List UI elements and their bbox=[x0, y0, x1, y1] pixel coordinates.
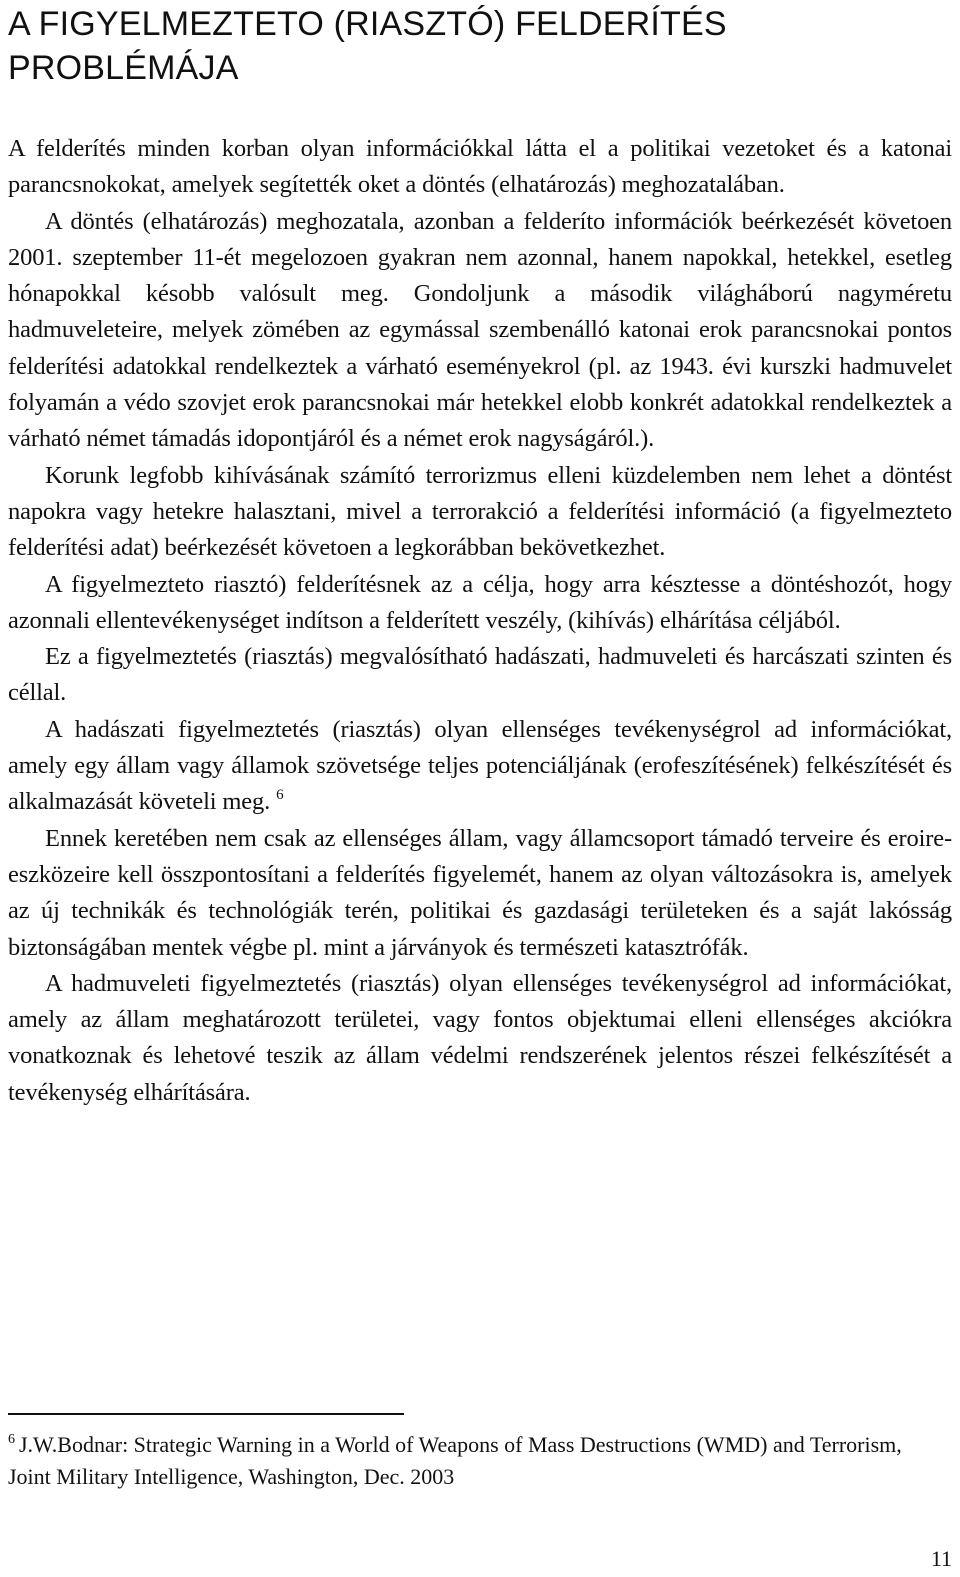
footnote-text: J.W.Bodnar: Strategic Warning in a World of Weapons of Mass Destructions (WMD) and Terrorism, Joint Military Intelligence, Washington, Dec. 2003 bbox=[8, 1432, 902, 1489]
paragraph-6 bbox=[8, 712, 952, 821]
paragraph-5: Ez a figyelmeztetés (riasztás) megvalósítható hadászati, hadmuveleti és harcászati szinten és céllal. bbox=[8, 643, 952, 707]
paragraph-2: A döntés (elhatározás) meghozatala, azonban a felderíto információk beérkezését követoen 2001. szeptember 11-ét megelozoen gyakran nem azonnal, hanem napokkal, hetekkel, esetleg hónapokkal késobb valósult meg. Gondoljunk a második világháború nagyméretu hadmuveleteire, melyek zömében az egymással szembenálló katonai erok parancsnokai pontos felderítési adatokkal rendelkeztek a várható eseményekrol (pl. az 1943. évi kurszki hadmuvelet folyamán a védo szovjet erok parancsnokai már hetekkel elobb konkrét adatokkal rendelkeztek a várható német támadás idopontjáról és a német erok nagyságáról.). bbox=[8, 207, 952, 453]
page-number: 11 bbox=[930, 1546, 952, 1571]
body-text bbox=[8, 131, 952, 1111]
paragraph-8: A hadmuveleti figyelmeztetés (riasztás) olyan ellenséges tevékenységrol ad információkat, amely az állam meghatározott területei, vagy fontos objektumai elleni ellenséges akciókra vonatkoznak és lehetové teszik az állam védelmi rendszerének jelentos részei felkészítését a tevékenység elhárítására. bbox=[8, 969, 952, 1106]
footnote bbox=[8, 1429, 908, 1493]
paragraph-7: Ennek keretében nem csak az ellenséges állam, vagy államcsoport támadó terveire és eroire-eszközeire kell összpontosítani a felderítés figyelemét, hanem az olyan változásokra is, amelyek az új technikák és technológiák terén, politikai és gazdasági területeken és a saját lakósság biztonságában mentek végbe pl. mint a járványok és természeti katasztrófák. bbox=[8, 824, 952, 961]
footnote-reference[interactable]: 6 bbox=[276, 787, 284, 804]
paragraph-3: Korunk legfobb kihívásának számító terrorizmus elleni küzdelemben nem lehet a döntést napokra vagy hetekre halasztani, mivel a terrorakció a felderítési információ (a figyelmezteto felderítési adat) beérkezését követoen a legkorábban bekövetkezhet. bbox=[8, 461, 952, 562]
footnote-divider bbox=[8, 1413, 404, 1415]
paragraph-4: A figyelmezteto riasztó) felderítésnek az a célja, hogy arra késztesse a döntéshozót, hogy azonnali ellentevékenységet indítson a felderített veszély, (kihívás) elhárítása céljából. bbox=[8, 570, 952, 634]
paragraph-6-text: A hadászati figyelmeztetés (riasztás) olyan ellenséges tevékenységrol ad információkat, amely egy állam vagy államok szövetsége teljes potenciáljának (erofeszítésének) felkészítését és alkalmazását követeli meg. bbox=[8, 715, 952, 816]
footnote-number: 6 bbox=[8, 1432, 15, 1447]
page-title: A FIGYELMEZTETO (RIASZTÓ) FELDERÍTÉS PROBLÉMÁJA bbox=[8, 5, 727, 87]
paragraph-1: A felderítés minden korban olyan információkkal látta el a politikai vezetoket és a katonai parancsnokokat, amelyek segítették oket a döntés (elhatározás) meghozatalában. bbox=[8, 135, 952, 199]
